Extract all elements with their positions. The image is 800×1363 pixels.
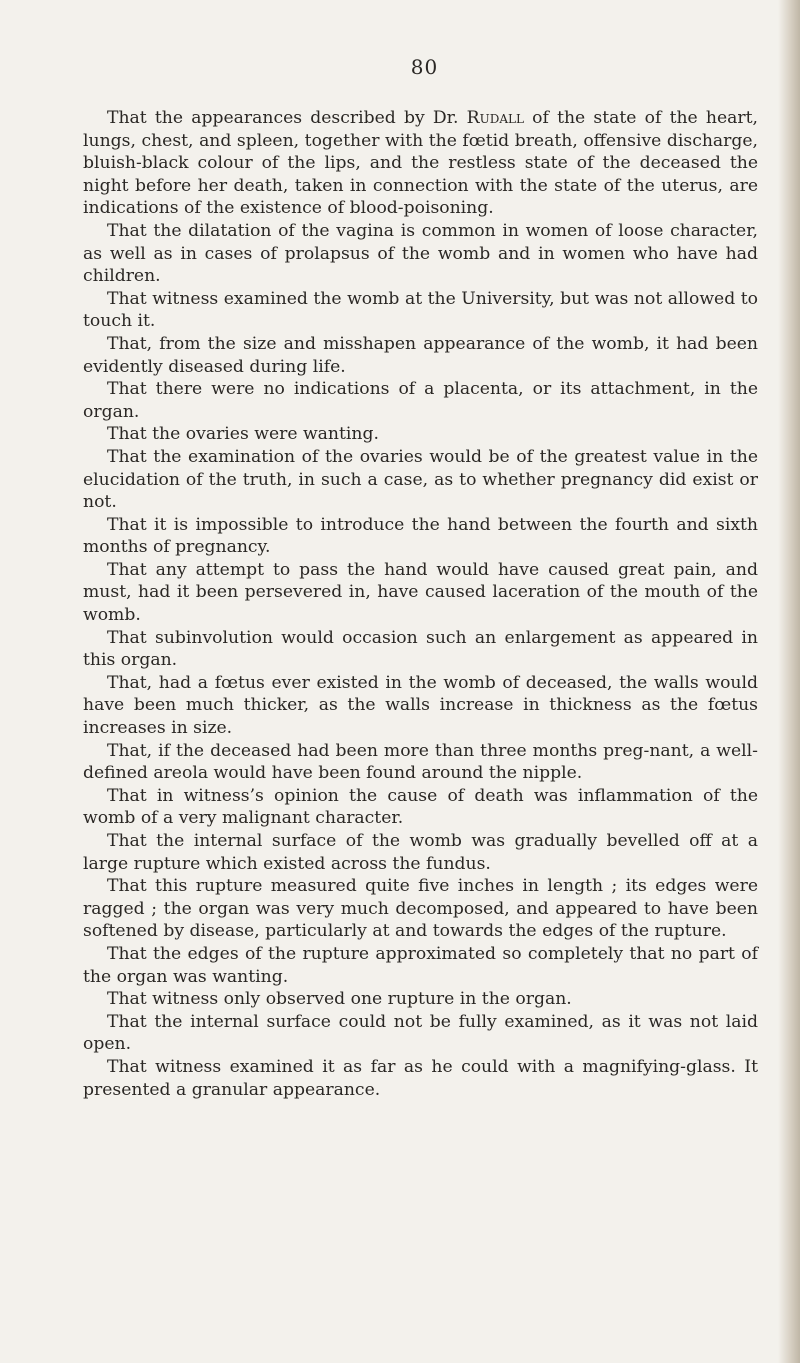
paragraph-bevelled: That the internal surface of the womb was gradually bevelled off at a large rupture which existed across the fundus.: [83, 831, 758, 874]
paragraph-subinvolution: That subinvolution would occasion such an enlargement as appeared in this organ.: [83, 627, 758, 671]
paragraph-great-pain: That any attempt to pass the hand would have caused great pain, and must, had it been persevered in, have caused laceration of the mouth of the womb.: [83, 559, 758, 626]
paragraph-magnifying-glass: That witness examined it as far as he could with a magnifying-glass. It presented a granular appearance.: [83, 1056, 758, 1100]
page-number: 80: [410, 55, 439, 79]
paragraph-ovaries-wanting: That the ovaries were wanting.: [107, 424, 379, 445]
paragraph-hand-impossible: That it is impossible to introduce the hand between the fourth and sixth months of pregnancy.: [83, 514, 758, 558]
paragraph-ovaries-value: That the examination of the ovaries would be of the greatest value in the elucidation of the truth, in such a case, as to whether pregnancy did exist or not.: [83, 446, 758, 513]
paragraph-rupture-measured: That this rupture measured quite five inches in length ; its edges were ragged ; the organ was very much decomposed, and appeared to have been softened by disease, particularly at and towards the edges of the rupture.: [83, 876, 758, 942]
paragraph-not-laid-open: That the internal surface could not be fully examined, as it was not laid open.: [83, 1011, 758, 1055]
paragraph-areola: That, if the deceased had been more than three months preg-nant, a well-defined areola would have been found around the nipple.: [83, 740, 758, 784]
paragraph-dilatation: That the dilatation of the vagina is common in women of loose character, as well as in cases of prolapsus of the womb and in women who have had children.: [83, 220, 758, 287]
paragraph-edges-approximated: That the edges of the rupture approximated so completely that no part of the organ was wanting.: [83, 943, 758, 987]
paragraph-diseased: That, from the size and misshapen appearance of the womb, it had been evidently diseased during life.: [83, 333, 758, 377]
paragraph-cause-of-death: That in witness’s opinion the cause of death was inflammation of the womb of a very malignant character.: [83, 785, 758, 829]
paragraph-examined-womb: That witness examined the womb at the University, but was not allowed to touch it.: [83, 288, 758, 332]
paragraph-walls-thicker: That, had a fœtus ever existed in the womb of deceased, the walls would have been much thicker, as the walls increase in thickness as the fœtus increases in size.: [83, 672, 758, 739]
paragraph-one-rupture: That witness only observed one rupture in the organ.: [107, 989, 572, 1010]
doctor-name: Rudall: [466, 108, 524, 128]
paragraph-blood-poisoning: [83, 107, 758, 220]
paragraph-text-start: That the appearances described by Dr.: [107, 108, 467, 128]
paragraph-placenta: That there were no indications of a placenta, or its attachment, in the organ.: [83, 379, 758, 422]
paragraph-text-end: of the state of the heart, lungs, chest, and spleen, together with the fœtid breath, offensive discharge, bluish-black colour of the lips, and the restless state of the deceased the night before her death, taken in connection with the state of the uterus, are indications of the existence of blood-poisoning.: [83, 108, 759, 219]
document-page: [83, 55, 758, 1101]
page-edge-shadow: [778, 0, 800, 1363]
